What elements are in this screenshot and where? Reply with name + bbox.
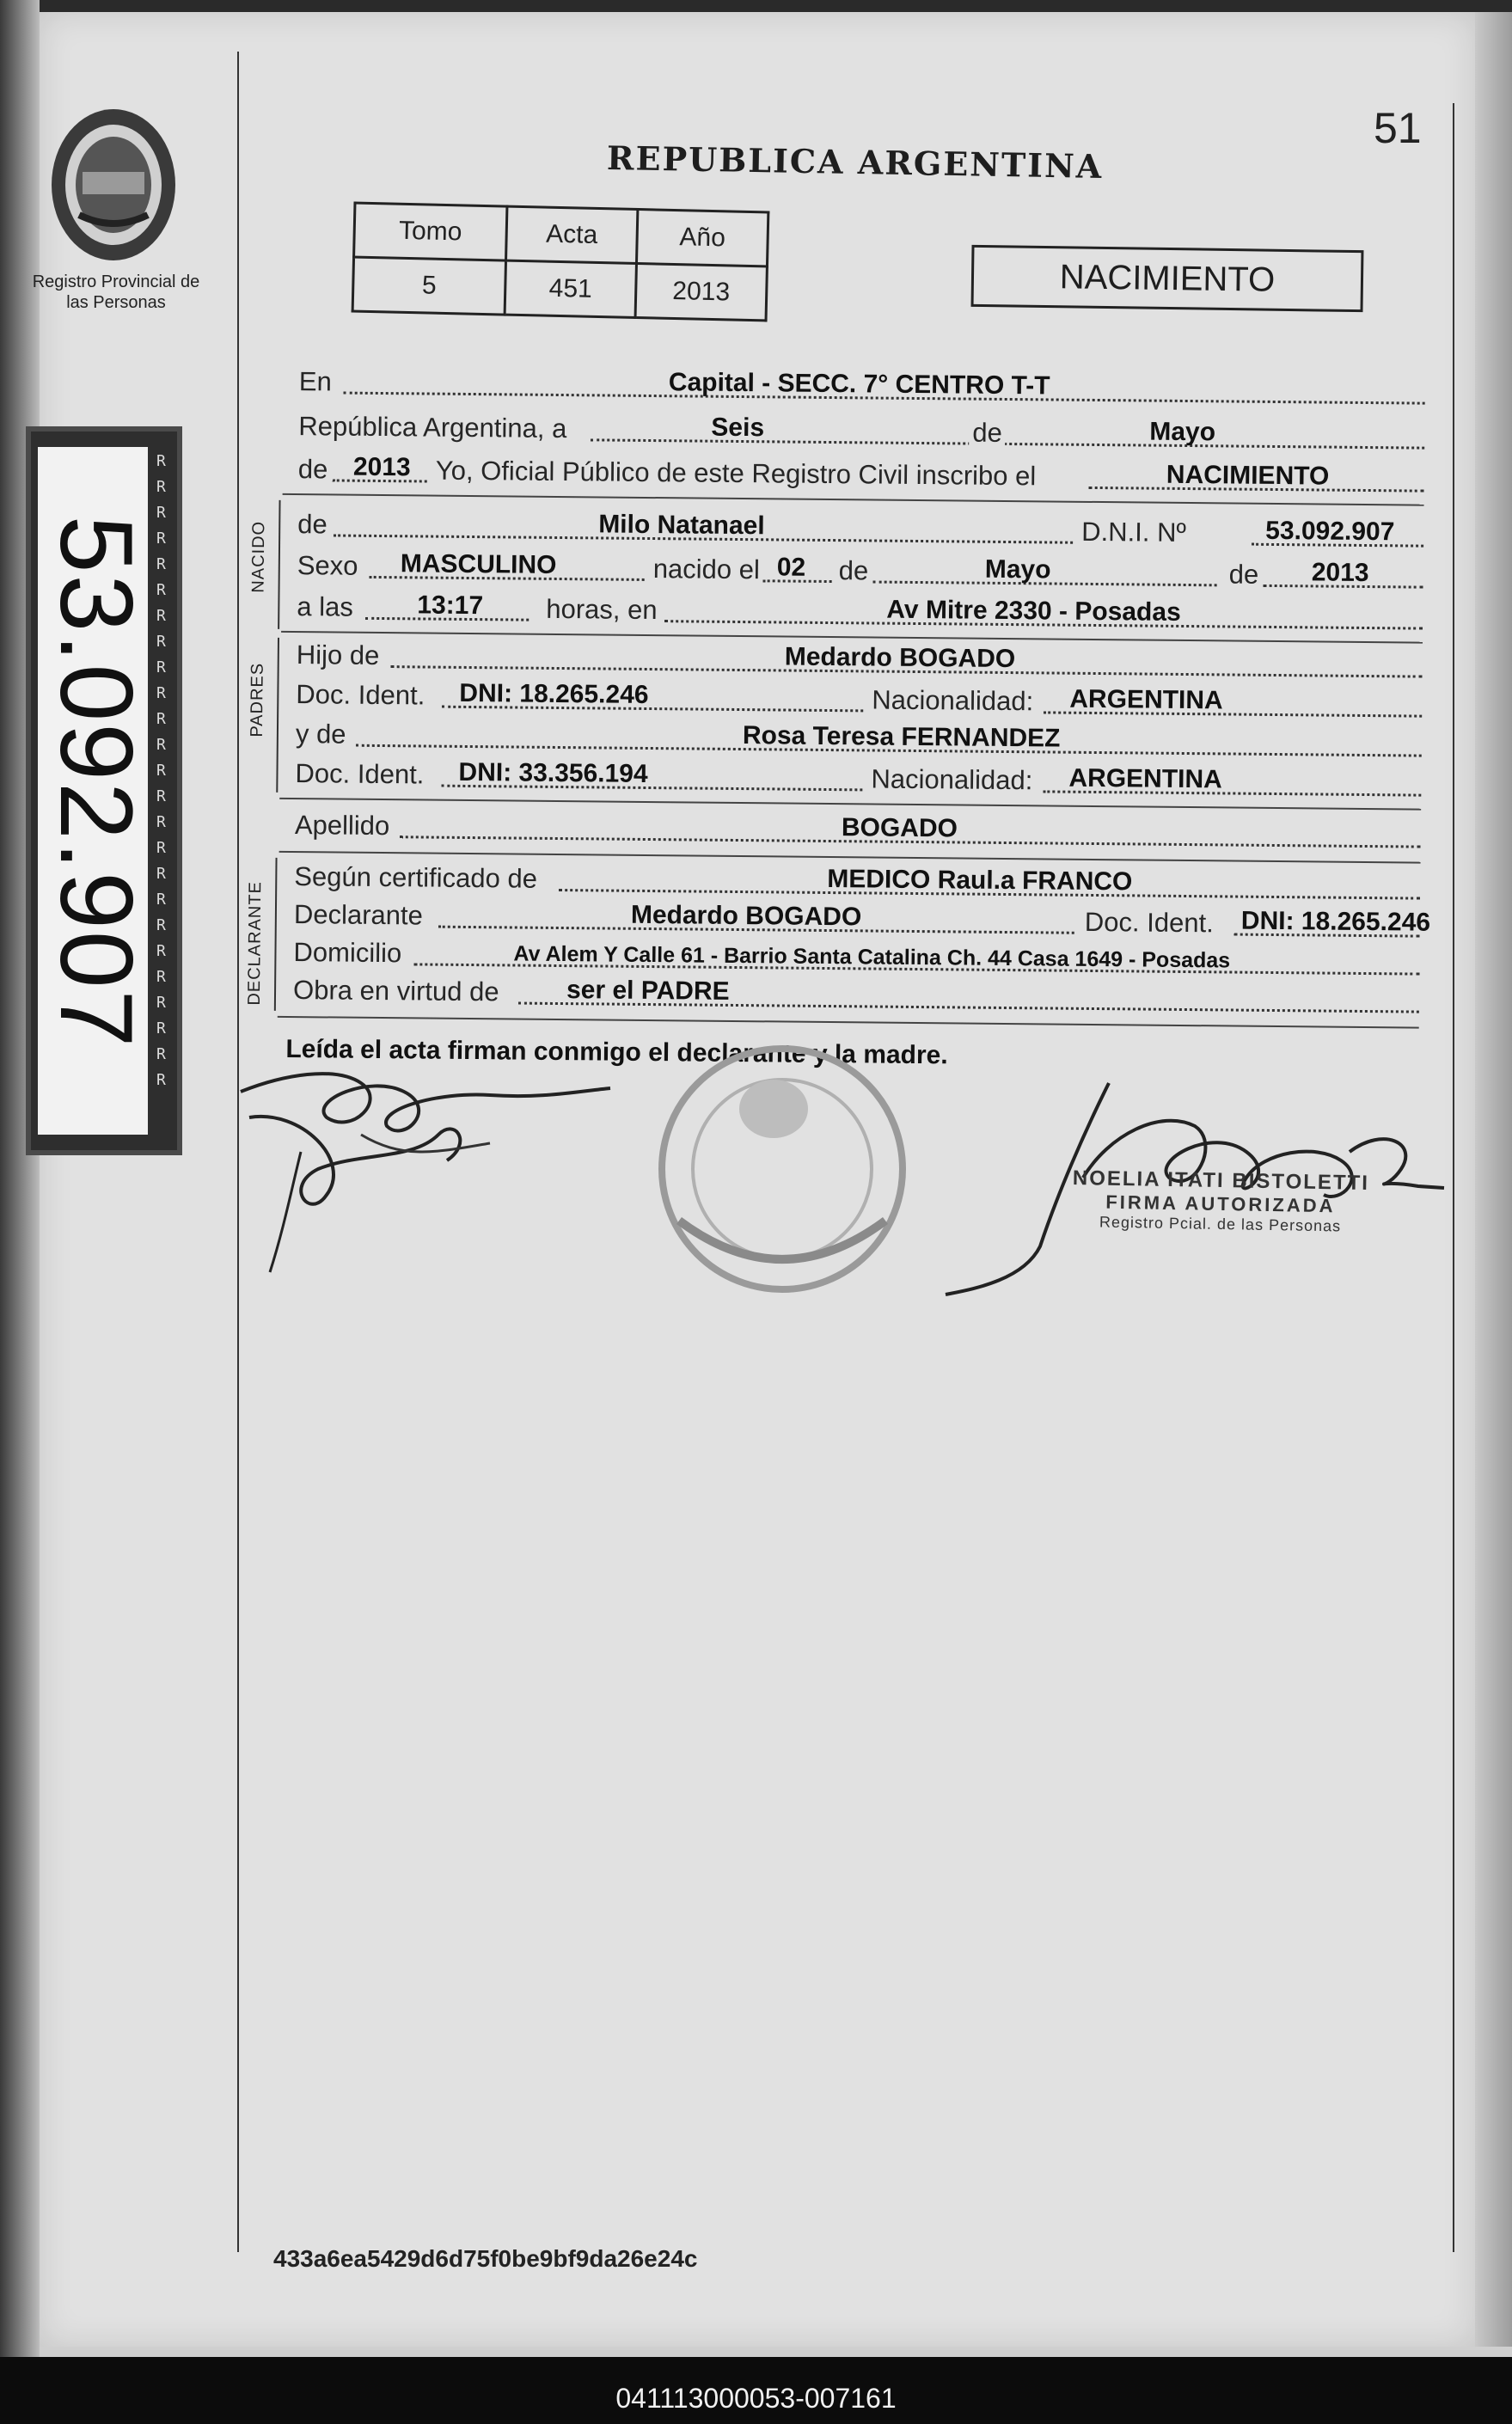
- de-year-label: de: [297, 454, 328, 485]
- side-stamp-number: 53.092.907: [39, 515, 154, 1050]
- hora-value: 13:17: [417, 591, 484, 621]
- declarante-bar: [274, 858, 278, 1011]
- padre-doc-value: DNI: 18.265.246: [459, 678, 649, 709]
- madre-value: Rosa Teresa FERNANDEZ: [742, 721, 1061, 753]
- sexo-label: Sexo: [297, 550, 358, 581]
- padres-bar: [276, 638, 279, 793]
- anio-header: Año: [636, 210, 768, 266]
- apellido-label: Apellido: [294, 810, 390, 842]
- mes-value: Mayo: [1149, 417, 1216, 447]
- nombre-label: de: [297, 509, 327, 540]
- certificado-label: Según certificado de: [294, 861, 538, 894]
- acta-header: Acta: [506, 206, 638, 263]
- acta-value: 451: [505, 260, 636, 317]
- row-sexo: [297, 545, 1423, 594]
- padre-nac-label: Nacionalidad:: [872, 684, 1034, 717]
- domicilio-label: Domicilio: [293, 937, 402, 969]
- document-header: REPUBLICA ARGENTINA: [606, 138, 1104, 187]
- nacido-section-label: NACIDO: [248, 520, 269, 593]
- apellido-value: BOGADO: [841, 813, 958, 843]
- footer-id: 041113000053-007161: [615, 2383, 897, 2414]
- oficial-text: Yo, Oficial Público de este Registro Civil inscribo el: [435, 455, 1037, 492]
- nacido-bar: [278, 500, 280, 629]
- a-las-label: a las: [297, 591, 354, 622]
- tomo-header: Tomo: [354, 203, 507, 260]
- record-type-box: NACIMIENTO: [971, 245, 1364, 312]
- row-nombre: [297, 504, 1423, 553]
- declarant-signature: [232, 1057, 627, 1298]
- row-republica: [298, 406, 1424, 455]
- lugar-value: Av Mitre 2330 - Posadas: [886, 595, 1181, 627]
- madre-nac-label: Nacionalidad:: [871, 763, 1033, 796]
- horas-en-label: horas, en: [546, 593, 658, 626]
- row-apellido: [295, 805, 1421, 854]
- dni-value: 53.092.907: [1265, 516, 1395, 547]
- anio-value: 2013: [635, 264, 767, 321]
- certificado-value: MEDICO Raul.a FRANCO: [827, 865, 1133, 897]
- page-number: 51: [1374, 104, 1422, 152]
- republica-label: República Argentina, a: [298, 411, 567, 444]
- inscribo-value: NACIMIENTO: [1166, 460, 1330, 491]
- nac-anio-value: 2013: [1311, 558, 1369, 588]
- official-name: NOELIA ITATI BISTOLETTI: [1072, 1166, 1370, 1196]
- nac-mes-value: Mayo: [984, 554, 1051, 585]
- obra-label: Obra en virtud de: [292, 975, 499, 1007]
- madre-nac-value: ARGENTINA: [1068, 763, 1222, 794]
- nombre-value: Milo Natanael: [598, 510, 765, 541]
- hijo-de-label: Hijo de: [296, 640, 380, 670]
- row-oficial: [298, 449, 1424, 498]
- nac-de-label-2: de: [1228, 559, 1259, 590]
- madre-doc-label: Doc. Ident.: [295, 758, 425, 790]
- declarante-label: Declarante: [293, 899, 424, 931]
- y-de-label: y de: [295, 719, 346, 750]
- obra-value: ser el PADRE: [566, 976, 730, 1006]
- dni-label: D.N.I. Nº: [1081, 516, 1186, 548]
- madre-doc-value: DNI: 33.356.194: [458, 757, 648, 788]
- row-en: [299, 361, 1425, 410]
- row-hora: [297, 586, 1423, 635]
- divider: [278, 1016, 1419, 1029]
- official-org: Registro Pcial. de las Personas: [1099, 1213, 1342, 1235]
- padre-nac-value: ARGENTINA: [1069, 684, 1223, 715]
- nac-de-label: de: [838, 555, 869, 586]
- nac-dia-value: 02: [776, 553, 806, 582]
- anio-value: 2013: [352, 452, 411, 482]
- official-title: FIRMA AUTORIZADA: [1105, 1191, 1336, 1217]
- registry-label: Registro Provincial de las Personas: [32, 272, 200, 312]
- domicilio-value: Av Alem Y Calle 61 - Barrio Santa Catalina Ch. 44 Casa 1649 - Posadas: [513, 941, 1231, 973]
- document-hash: 433a6ea5429d6d75f0be9bf9da26e24c: [273, 2245, 698, 2272]
- decl-doc-label: Doc. Ident.: [1084, 906, 1214, 939]
- padres-section-label: PADRES: [247, 662, 267, 738]
- en-value: Capital - SECC. 7° CENTRO T-T: [668, 368, 1050, 401]
- de-label: de: [969, 418, 1006, 449]
- declarante-value: Medardo BOGADO: [630, 900, 862, 932]
- tomo-value: 5: [352, 257, 505, 315]
- signature-block: [1048, 1166, 1393, 1237]
- sexo-value: MASCULINO: [400, 549, 557, 579]
- padre-doc-label: Doc. Ident.: [296, 679, 425, 711]
- closing-statement: Leída el acta firman conmigo el declarante y la madre.: [285, 1034, 948, 1070]
- stamp-pattern: RRRRRRRRRRRRRRRRRRRRRRRRR: [156, 452, 166, 1089]
- decl-doc-value: DNI: 18.265.246: [1240, 906, 1431, 937]
- padre-value: Medardo BOGADO: [784, 642, 1016, 674]
- dia-value: Seis: [711, 413, 765, 443]
- en-label: En: [298, 366, 332, 397]
- nacido-el-label: nacido el: [652, 554, 761, 585]
- declarante-section-label: DECLARANTE: [244, 881, 266, 1006]
- official-round-seal: [636, 1040, 928, 1298]
